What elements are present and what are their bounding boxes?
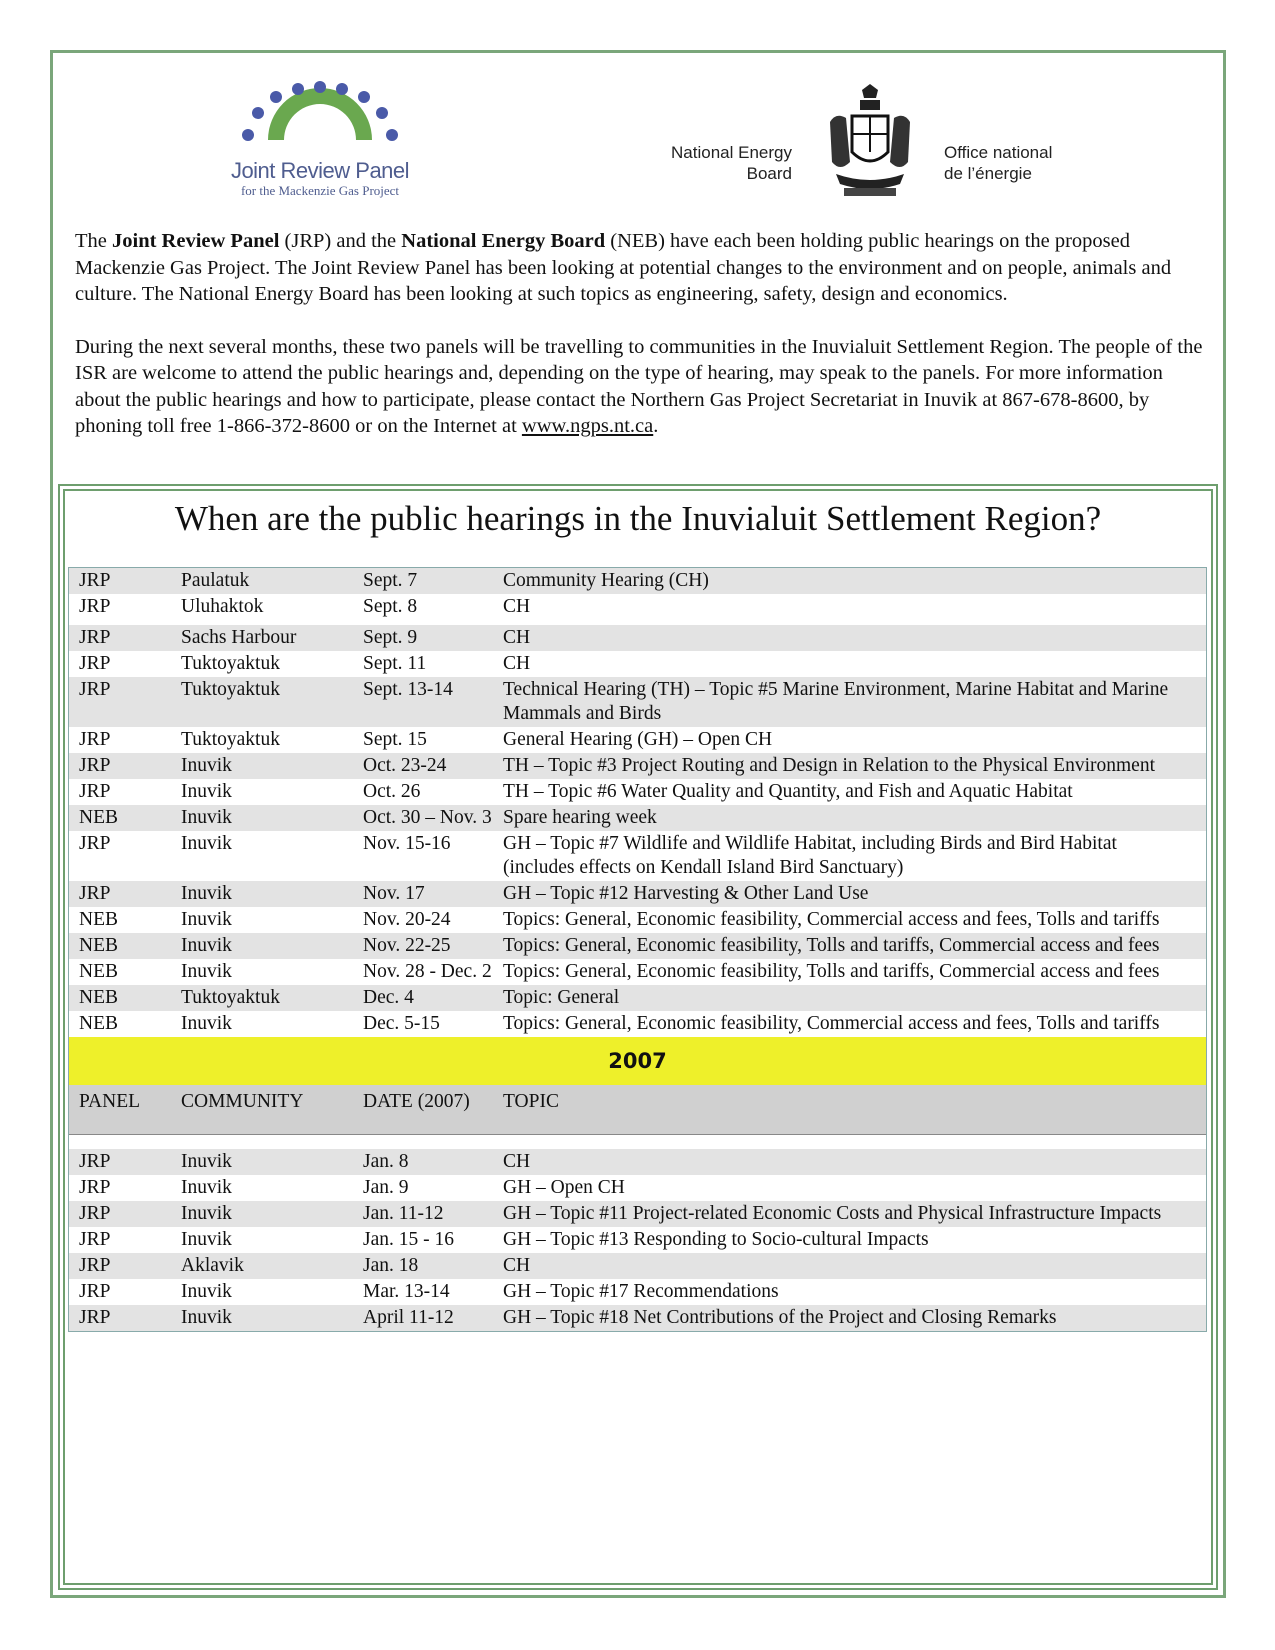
cell-panel: NEB (79, 961, 118, 982)
table-row (69, 985, 1206, 1011)
cell-community: Tuktoyaktuk (181, 679, 280, 700)
cell-topic: CH (503, 1151, 531, 1172)
cell-topic: TH – Topic #6 Water Quality and Quantity, and Fish and Aquatic Habitat (503, 781, 1073, 802)
cell-topic: GH – Topic #12 Harvesting & Other Land Use (503, 883, 869, 904)
ngps-website-link[interactable]: www.ngps.nt.ca (521, 415, 654, 437)
neb-name-french (944, 142, 1144, 184)
cell-panel: JRP (79, 596, 111, 617)
cell-topic: Topics: General, Economic feasibility, Tolls and tariffs, Commercial access and fees (503, 935, 1160, 956)
table-row (69, 933, 1206, 959)
cell-community: Inuvik (181, 833, 232, 854)
table-row (69, 881, 1206, 907)
cell-date: Mar. 13-14 (363, 1281, 450, 1302)
table-row (69, 779, 1206, 805)
cell-topic: Topics: General, Economic feasibility, Tolls and tariffs, Commercial access and fees (503, 961, 1160, 982)
cell-topic: GH – Topic #7 Wildlife and Wildlife Habitat, including Birds and Bird Habitat (includes effects on Kendall Island Bird Sanctuary) (503, 833, 1117, 878)
cell-community: Inuvik (181, 807, 232, 828)
cell-date: Nov. 28 - Dec. 2 (363, 961, 492, 982)
intro-text (75, 228, 1205, 466)
cell-community: Tuktoyaktuk (181, 729, 280, 750)
header-spacer (69, 1135, 1206, 1149)
cell-topic: TH – Topic #3 Project Routing and Design in Relation to the Physical Environment (503, 755, 1155, 776)
neb-french-line2: de l’énergie (944, 164, 1032, 183)
cell-panel: NEB (79, 1013, 118, 1034)
table-row (69, 568, 1206, 594)
neb-english-line2: Board (746, 164, 792, 183)
table-row (69, 753, 1206, 779)
hearings-table (68, 567, 1207, 1332)
cell-topic: Spare hearing week (503, 807, 657, 828)
cell-panel: JRP (79, 1255, 111, 1276)
table-row (69, 1305, 1206, 1331)
cell-date: Oct. 30 – Nov. 3 (363, 807, 492, 828)
cell-community: Inuvik (181, 1177, 232, 1198)
cell-date: Nov. 15-16 (363, 833, 451, 854)
neb-french-line1: Office national (944, 143, 1053, 162)
cell-date: Nov. 17 (363, 883, 425, 904)
cell-panel: JRP (79, 1307, 111, 1328)
cell-topic: GH – Topic #17 Recommendations (503, 1281, 779, 1302)
rows-2007 (69, 1135, 1206, 1331)
rows-2006 (69, 568, 1206, 1037)
cell-panel: NEB (79, 935, 118, 956)
table-row (69, 651, 1206, 677)
cell-community: Inuvik (181, 1229, 232, 1250)
cell-topic: General Hearing (GH) – Open CH (503, 729, 773, 750)
cell-panel: JRP (79, 755, 111, 776)
cell-date: Jan. 8 (363, 1151, 409, 1172)
cell-panel: NEB (79, 909, 118, 930)
cell-date: Dec. 5-15 (363, 1013, 440, 1034)
schedule-heading: When are the public hearings in the Inuvialuit Settlement Region? (174, 499, 1102, 538)
cell-community: Tuktoyaktuk (181, 653, 280, 674)
cell-panel: JRP (79, 883, 111, 904)
cell-date: Sept. 13-14 (363, 679, 453, 700)
cell-topic: GH – Topic #11 Project-related Economic Costs and Physical Infrastructure Impacts (503, 1203, 1162, 1224)
intro-paragraph-2: During the next several months, these two panels will be travelling to communities in the Inuvialuit Settlement Region. The people of the ISR are welcome to attend the public hearings and, depending on the type of hearing, may speak to the panels. For more information about the public hearings and how to participate, please contact the Northern Gas Project Secretariat in Inuvik at 867-678-8600, by phoning toll free 1-866-372-8600 or on the Internet at www.ngps.nt.ca. (75, 335, 1203, 437)
cell-community: Inuvik (181, 1281, 232, 1302)
table-row (69, 727, 1206, 753)
cell-date: Sept. 15 (363, 729, 427, 750)
jrp-logo-subtitle: for the Mackenzie Gas Project (240, 183, 400, 198)
canada-coat-of-arms-icon (822, 82, 918, 202)
cell-panel: JRP (79, 781, 111, 802)
cell-panel: NEB (79, 807, 118, 828)
cell-community: Inuvik (181, 1013, 232, 1034)
cell-panel: JRP (79, 653, 111, 674)
cell-topic: CH (503, 627, 531, 648)
cell-panel: JRP (79, 627, 111, 648)
cell-community: Inuvik (181, 961, 232, 982)
cell-community: Tuktoyaktuk (181, 987, 280, 1008)
cell-topic: CH (503, 1255, 531, 1276)
header-community: COMMUNITY (181, 1091, 304, 1112)
table-row (69, 1201, 1206, 1227)
cell-topic: CH (503, 596, 531, 617)
table-row (69, 677, 1206, 727)
cell-topic: GH – Topic #13 Responding to Socio-cultural Impacts (503, 1229, 929, 1250)
table-row (69, 907, 1206, 933)
cell-date: April 11-12 (363, 1307, 454, 1328)
table-row (69, 594, 1206, 625)
cell-community: Inuvik (181, 781, 232, 802)
table-row (69, 1149, 1206, 1175)
cell-topic: Technical Hearing (TH) – Topic #5 Marine Environment, Marine Habitat and Marine Mammals and Birds (503, 679, 1169, 724)
cell-date: Oct. 23-24 (363, 755, 447, 776)
cell-topic: Topics: General, Economic feasibility, Commercial access and fees, Tolls and tariffs (503, 909, 1160, 930)
table-row (69, 1227, 1206, 1253)
table-row (69, 1279, 1206, 1305)
cell-community: Aklavik (181, 1255, 244, 1276)
header-date: DATE (2007) (363, 1091, 470, 1112)
cell-date: Sept. 7 (363, 570, 418, 591)
cell-panel: JRP (79, 1177, 111, 1198)
cell-date: Jan. 9 (363, 1177, 409, 1198)
cell-date: Nov. 20-24 (363, 909, 451, 930)
cell-topic: GH – Open CH (503, 1177, 625, 1198)
cell-panel: JRP (79, 833, 111, 854)
cell-community: Inuvik (181, 1307, 232, 1328)
header-topic: TOPIC (503, 1091, 559, 1112)
cell-panel: NEB (79, 987, 118, 1008)
cell-panel: JRP (79, 679, 111, 700)
cell-date: Dec. 4 (363, 987, 414, 1008)
table-header (69, 1085, 1206, 1135)
cell-community: Inuvik (181, 1151, 232, 1172)
year-banner: 2007 (69, 1037, 1206, 1085)
cell-community: Inuvik (181, 755, 232, 776)
table-row (69, 1175, 1206, 1201)
cell-community: Paulatuk (181, 570, 250, 591)
neb-name-english (600, 142, 792, 184)
cell-panel: JRP (79, 1151, 111, 1172)
cell-panel: JRP (79, 1203, 111, 1224)
table-row (69, 1011, 1206, 1037)
table-row (69, 959, 1206, 985)
neb-english-line1: National Energy (671, 143, 792, 162)
table-row (69, 805, 1206, 831)
cell-date: Nov. 22-25 (363, 935, 451, 956)
cell-topic: CH (503, 653, 531, 674)
cell-community: Uluhaktok (181, 596, 264, 617)
intro-paragraph-1: The Joint Review Panel (JRP) and the National Energy Board (NEB) have each been holding public hearings on the proposed Mackenzie Gas Project. The Joint Review Panel has been looking at potential changes to the environment and on people, animals and culture. The National Energy Board has been looking at such topics as engineering, safety, design and economics. (75, 230, 1172, 305)
cell-panel: JRP (79, 1281, 111, 1302)
cell-date: Sept. 9 (363, 627, 418, 648)
table-row (69, 1253, 1206, 1279)
cell-date: Oct. 26 (363, 781, 421, 802)
cell-date: Sept. 11 (363, 653, 427, 674)
header-panel: PANEL (79, 1091, 141, 1112)
cell-date: Sept. 8 (363, 596, 418, 617)
cell-topic: Topic: General (503, 987, 620, 1008)
table-row (69, 625, 1206, 651)
cell-date: Jan. 11-12 (363, 1203, 444, 1224)
cell-topic: GH – Topic #18 Net Contributions of the Project and Closing Remarks (503, 1307, 1057, 1328)
cell-community: Inuvik (181, 909, 232, 930)
jrp-logo (220, 80, 420, 200)
cell-community: Inuvik (181, 935, 232, 956)
cell-community: Inuvik (181, 1203, 232, 1224)
cell-panel: JRP (79, 729, 111, 750)
jrp-logo-title: Joint Review Panel (230, 158, 410, 183)
cell-community: Sachs Harbour (181, 627, 297, 648)
cell-panel: JRP (79, 1229, 111, 1250)
cell-topic: Topics: General, Economic feasibility, Commercial access and fees, Tolls and tariffs (503, 1013, 1160, 1034)
cell-date: Jan. 18 (363, 1255, 419, 1276)
cell-panel: JRP (79, 570, 111, 591)
cell-community: Inuvik (181, 883, 232, 904)
jrp-arc-dots-icon (220, 80, 420, 158)
table-row (69, 831, 1206, 881)
cell-date: Jan. 15 - 16 (363, 1229, 454, 1250)
cell-topic: Community Hearing (CH) (503, 570, 709, 591)
